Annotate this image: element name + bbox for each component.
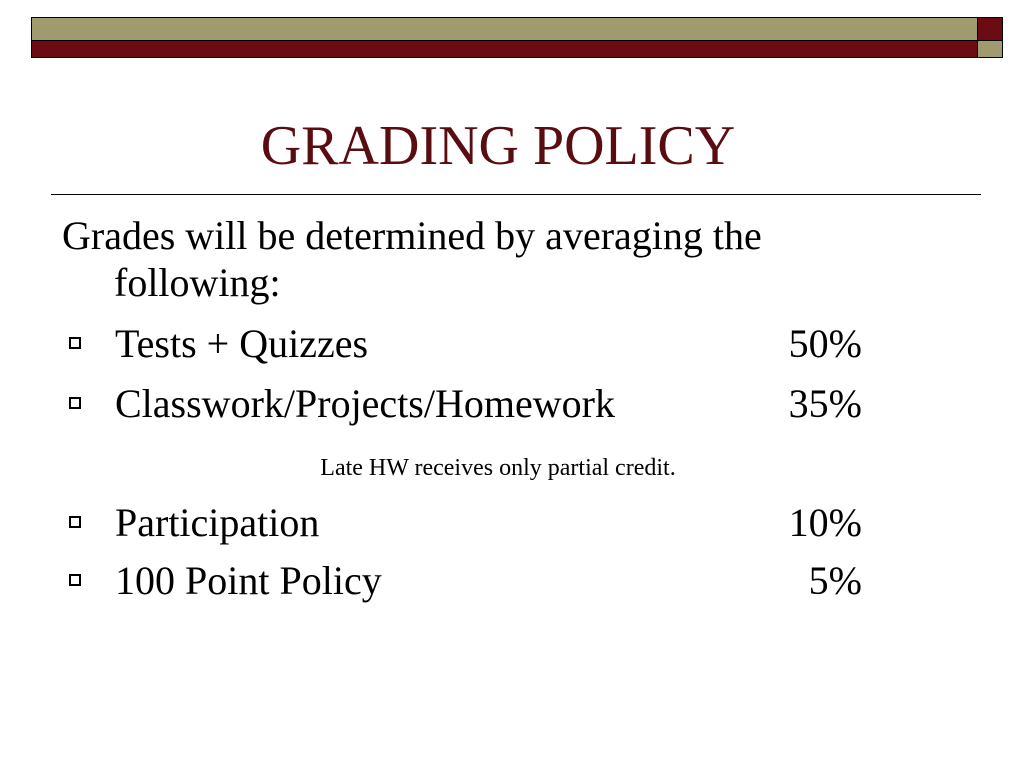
item-label: Tests + Quizzes bbox=[115, 321, 369, 366]
hollow-square-icon bbox=[69, 516, 81, 528]
list-item-classwork bbox=[62, 376, 862, 432]
item-label: 100 Point Policy bbox=[115, 558, 382, 603]
late-hw-note: Late HW receives only partial credit. bbox=[320, 455, 676, 481]
header-square-maroon bbox=[978, 17, 1003, 41]
intro-text: Grades will be determined by averaging the following: bbox=[62, 213, 762, 305]
item-percent: 5% bbox=[808, 558, 862, 603]
list-item-participation bbox=[62, 495, 862, 551]
header-square-olive bbox=[978, 41, 1003, 58]
item-label: Classwork/Projects/Homework bbox=[115, 381, 615, 426]
item-percent: 35% bbox=[788, 381, 862, 426]
list-item-tests-quizzes bbox=[62, 316, 862, 372]
item-label: Participation bbox=[115, 500, 320, 545]
title-divider bbox=[51, 194, 981, 195]
list-item-100-point-policy bbox=[62, 553, 862, 609]
item-percent: 50% bbox=[788, 321, 862, 366]
slide-title: GRADING POLICY bbox=[260, 115, 736, 177]
header-bar-maroon bbox=[31, 41, 978, 58]
hollow-square-icon bbox=[69, 397, 81, 409]
hollow-square-icon bbox=[69, 574, 81, 586]
item-percent: 10% bbox=[788, 500, 862, 545]
header-bar-olive bbox=[31, 17, 978, 41]
hollow-square-icon bbox=[69, 337, 81, 349]
